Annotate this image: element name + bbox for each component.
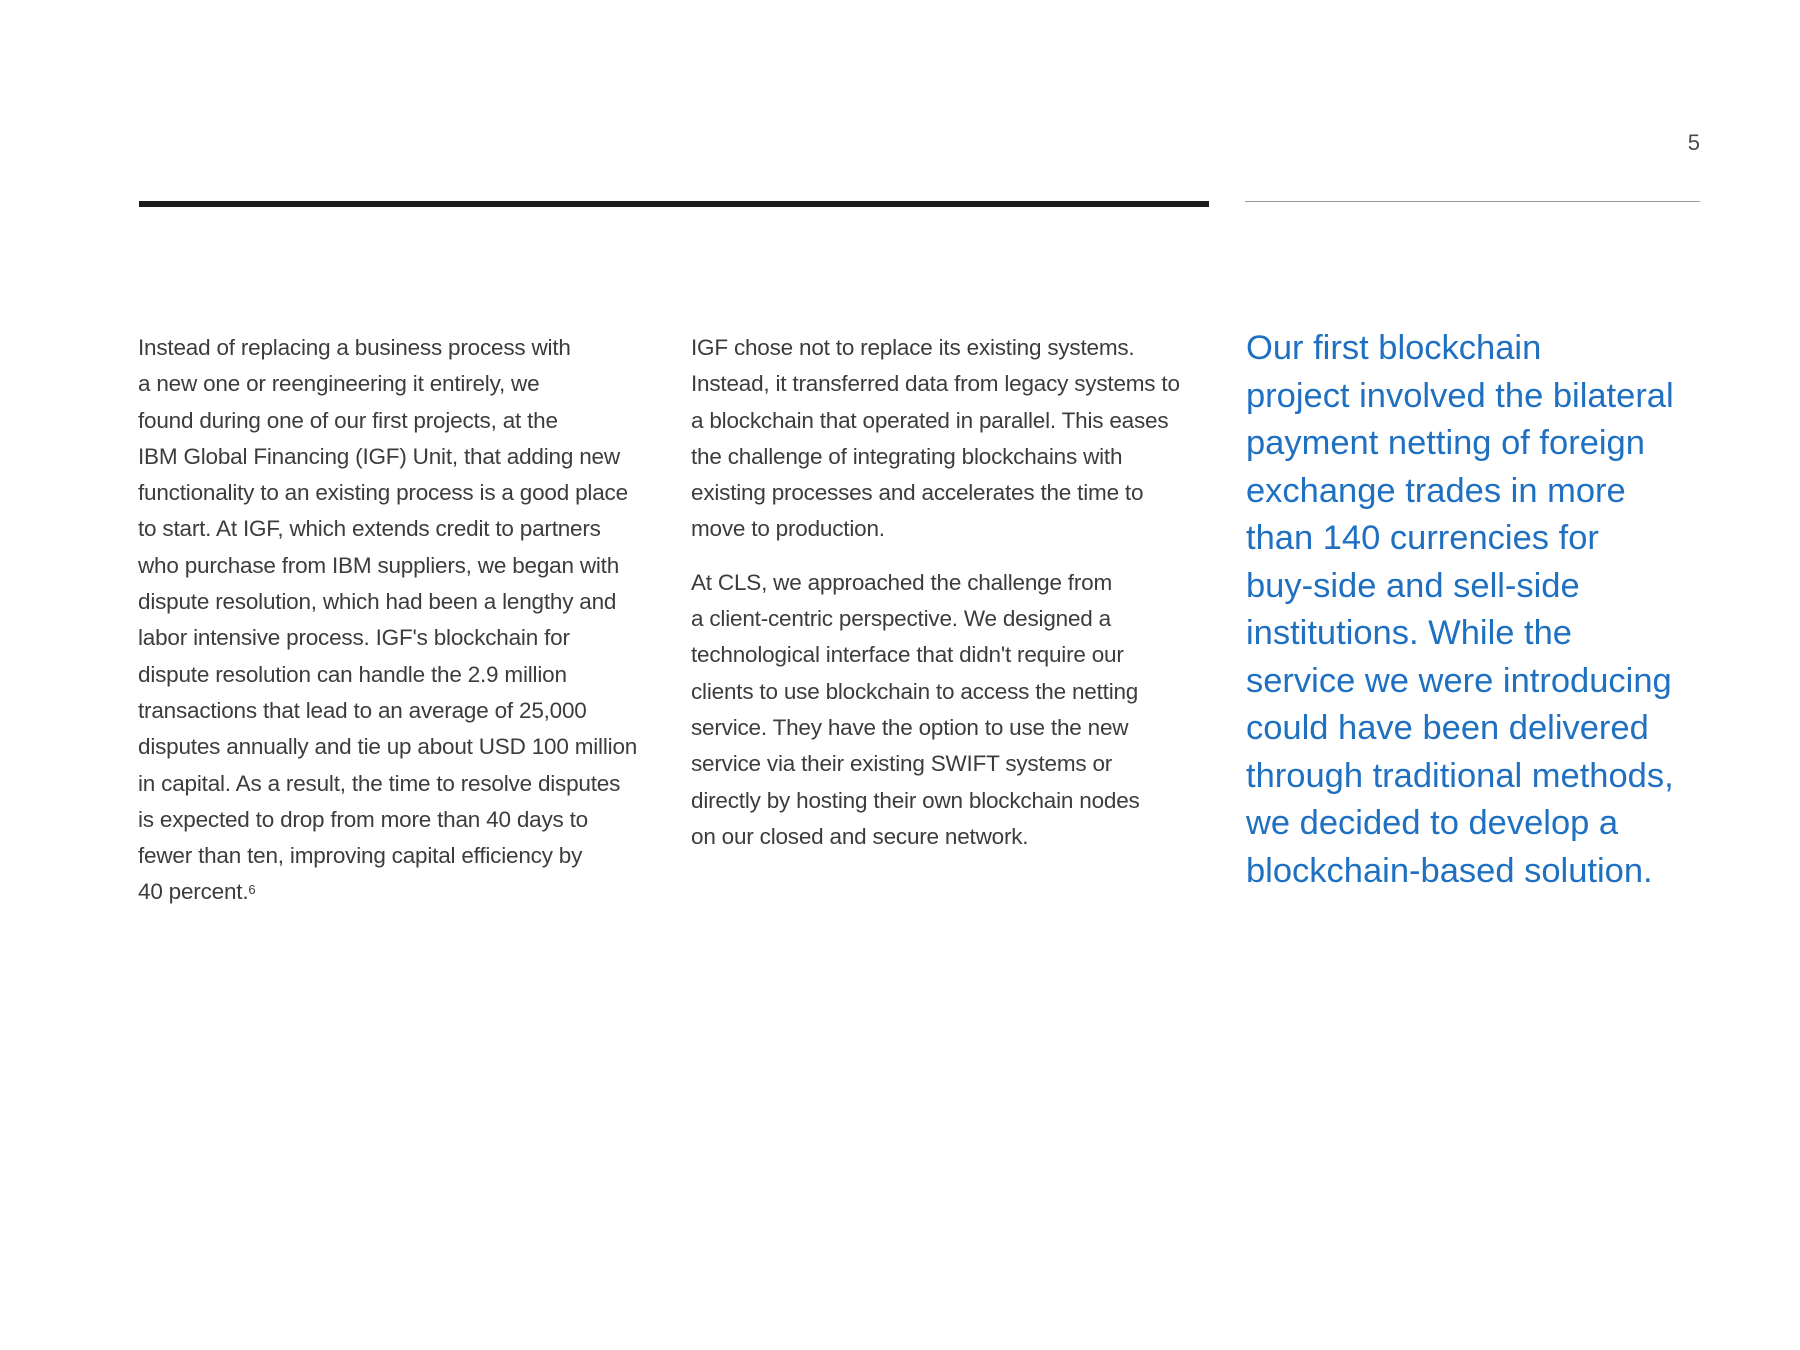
text-line: existing processes and accelerates the time to [691, 480, 1144, 506]
text-line: on our closed and secure network. [691, 823, 1029, 849]
body-column-left [138, 330, 668, 928]
text-line: clients to use blockchain to access the netting [691, 678, 1139, 704]
text-line: dispute resolution can handle the 2.9 million [138, 661, 567, 687]
text-line: a client-centric perspective. We designed a [691, 606, 1111, 632]
middle-paragraph-1 [691, 330, 1211, 548]
text-line: technological interface that didn't require our [691, 642, 1124, 668]
text-line: functionality to an existing process is a good place [138, 480, 628, 506]
pull-quote-line: project involved the bilateral [1246, 376, 1674, 415]
text-line-content: 40 percent. [138, 879, 249, 905]
pull-quote-line: exchange trades in more [1246, 471, 1626, 510]
text-line: a new one or reengineering it entirely, we [138, 371, 540, 397]
text-line: in capital. As a result, the time to resolve disputes [138, 770, 621, 796]
text-line-last [138, 874, 668, 910]
text-line: At CLS, we approached the challenge from [691, 569, 1113, 595]
text-line: who purchase from IBM suppliers, we began with [138, 552, 620, 578]
text-line: Instead of replacing a business process with [138, 335, 571, 360]
text-line: dispute resolution, which had been a lengthy and [138, 589, 617, 615]
text-line: found during one of our first projects, at the [138, 407, 558, 433]
text-line: transactions that lead to an average of 25,000 [138, 697, 587, 723]
text-line: IGF chose not to replace its existing systems. [691, 335, 1135, 360]
pull-quote [1246, 325, 1716, 895]
pull-quote-line: than 140 currencies for [1246, 519, 1599, 557]
text-line: labor intensive process. IGF's blockchain for [138, 625, 570, 651]
text-line: Instead, it transferred data from legacy systems to [691, 371, 1180, 397]
pull-quote-line: through traditional methods, [1246, 756, 1674, 795]
pull-quote-line: institutions. While the [1246, 614, 1572, 652]
text-line: a blockchain that operated in parallel. This eases [691, 407, 1169, 433]
header-rule-thick [139, 201, 1209, 207]
middle-paragraph-2 [691, 565, 1211, 855]
pull-quote-line: service we were introducing [1246, 661, 1672, 700]
text-line: is expected to drop from more than 40 days to [138, 806, 588, 832]
text-line: service. They have the option to use the new [691, 714, 1129, 740]
footnote-marker[interactable]: 6 [248, 882, 256, 898]
body-column-middle [691, 330, 1211, 872]
left-paragraph-1 [138, 330, 668, 911]
pull-quote-line: buy-side and sell-side [1246, 566, 1580, 605]
text-line: IBM Global Financing (IGF) Unit, that adding new [138, 443, 620, 469]
text-line: disputes annually and tie up about USD 100 million [138, 734, 638, 760]
page-number: 5 [1687, 130, 1700, 155]
text-line: directly by hosting their own blockchain nodes [691, 787, 1140, 813]
pull-quote-line: Our first blockchain [1246, 329, 1542, 367]
pull-quote-line: we decided to develop a [1246, 804, 1619, 842]
text-line: move to production. [691, 516, 885, 542]
pull-quote-line: blockchain-based solution. [1246, 851, 1653, 890]
text-line: service via their existing SWIFT systems or [691, 751, 1113, 777]
text-line: to start. At IGF, which extends credit to partners [138, 516, 601, 542]
header-rule-thin [1245, 201, 1700, 202]
pull-quote-line: could have been delivered [1246, 709, 1649, 747]
text-line: the challenge of integrating blockchains with [691, 443, 1123, 469]
pull-quote-line: payment netting of foreign [1246, 424, 1645, 462]
text-line: fewer than ten, improving capital efficiency by [138, 843, 583, 869]
